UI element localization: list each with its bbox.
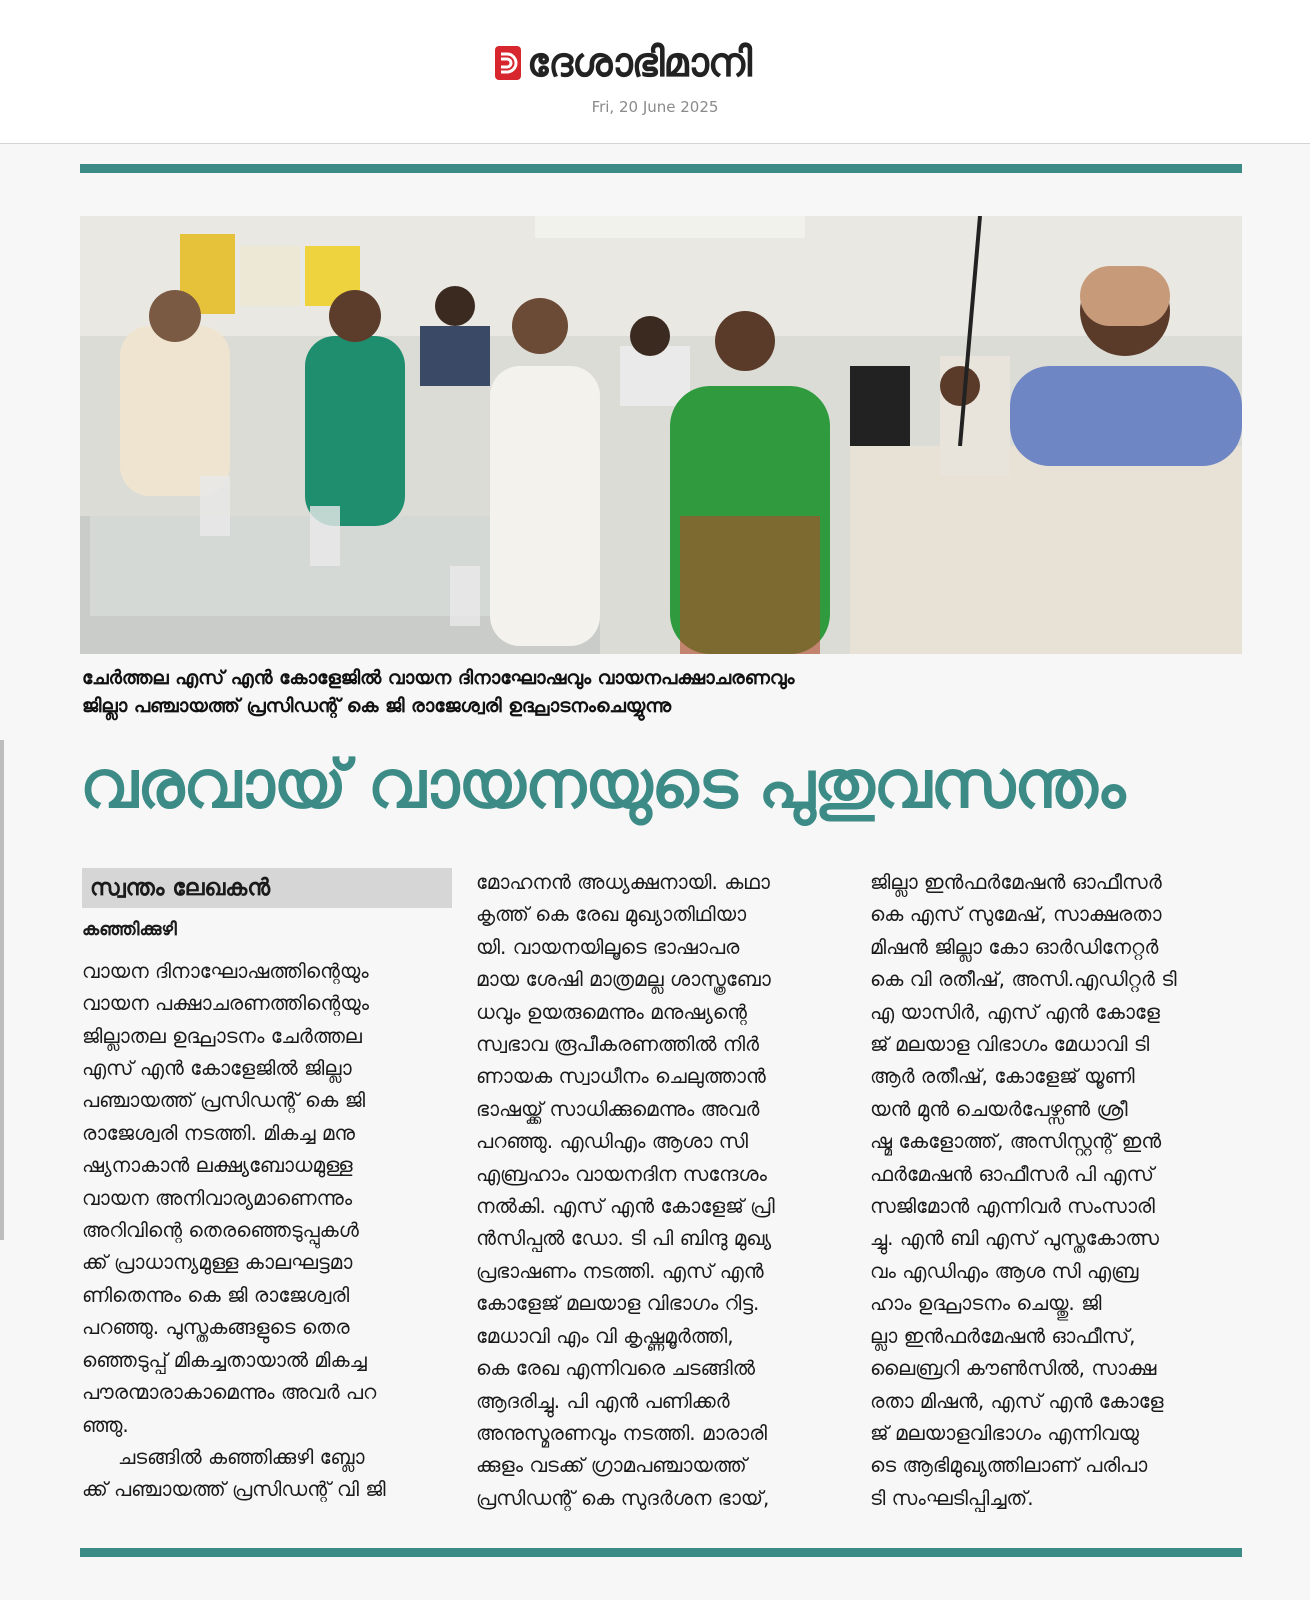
article-text-line: ക്ക് പ്രാധാന്യമുള്ള കാലഘട്ടമാ [82,1250,353,1275]
article-text-line: പറഞ്ഞു. എഡിഎം ആശാ സി [476,1129,748,1154]
article-text-line: എസ് എൻ കോളേജിൽ ജില്ലാ [82,1056,352,1081]
article-text-line: കോളേജ് മലയാള വിഭാഗം റിട്ട. [476,1291,760,1316]
article-column-1 [82,868,452,1506]
photo-caption [82,664,1232,720]
article-text-line: ഭാഷയ്ക്ക് സാധിക്കുമെന്നും അവർ [476,1096,760,1121]
article-text-line: ടെ ആഭിമുഖ്യത്തിലാണ് പരിപാ [870,1453,1148,1478]
article-text-line: ണായക സ്വാധീനം ചെലുത്താൻ [476,1064,766,1089]
article-text-line: ച്ചു. എൻ ബി എസ് പുസ്തകോത്സ [870,1226,1159,1251]
article-text-line: ക്കുളം വടക്ക് ഗ്രാമപഞ്ചായത്ത് [476,1453,747,1478]
article-photo[interactable] [80,216,1242,654]
article-text-line: ജ് മലയാളവിഭാഗം എന്നിവയു [870,1420,1139,1445]
article-text-line: മിഷൻ ജില്ലാ കോ ഓർഡിനേറ്റർ [870,934,1159,959]
article-text-line: വായന പക്ഷാചരണത്തിന്റെയും [82,991,370,1016]
article-text-line: കെ വി രതീഷ്, അസി.എഡിറ്റർ ടി [870,967,1177,992]
article-column-3 [870,866,1240,1514]
paragraph [82,955,452,1441]
masthead [0,0,1310,144]
article-text-line: കെ എസ് സുമേഷ്, സാക്ഷരതാ [870,902,1162,927]
article-text-line: അറിവിന്റെ തെരഞ്ഞെടുപ്പുകൾ [82,1218,359,1243]
article-text-line: പൗരന്മാരാകാമെന്നും അവർ പറ [82,1380,377,1405]
article-text-line: വായന അനിവാര്യമാണെന്നും [82,1185,353,1210]
article-column-2 [476,866,846,1514]
article-text-line: ണിതെന്നും കെ ജി രാജേശ്വരി [82,1282,350,1307]
article-text-line: ഞ്ഞു. [82,1412,129,1437]
article-text-line: ജില്ലാതല ഉദ്ഘാടനം ചേർത്തല [82,1023,362,1048]
article-text-line: ഞ്ഞെടുപ്പ് മികച്ചതായാൽ മികച്ച [82,1347,367,1372]
article-text-line: യി. വായനയിലൂടെ ഭാഷാപര [476,934,740,959]
headline: വരവായ് വായനയുടെ പുതുവസന്തം [80,746,1125,823]
bottom-rule [80,1548,1242,1557]
article-text-line: പറഞ്ഞു. പുസ്തകങ്ങളുടെ തെര [82,1315,350,1340]
article-text-line: പ്രഭാഷണം നടത്തി. എസ് എൻ [476,1258,764,1283]
byline: സ്വന്തം ലേഖകൻ [82,868,452,908]
caption-line: ചേർത്തല എസ് എൻ കോളേജിൽ വായന ദിനാഘോഷവും വായനപക്ഷാചരണവും [82,667,795,689]
logo-icon [495,44,521,82]
article-text-line: ഷ്മ കേളോത്ത്, അസിസ്റ്റന്റ് ഇൻ [870,1129,1162,1154]
adjacent-page-edge [0,740,4,1240]
article-text-line: ലൈബ്രറി കൗൺസിൽ, സാക്ഷ [870,1356,1157,1381]
article-text-line: അനുസ്മരണവും നടത്തി. മാരാരി [476,1420,767,1445]
paragraph [82,1441,452,1506]
article-text-line: നൽകി. എസ് എൻ കോളേജ് പ്രി [476,1194,775,1219]
article-text-line: ചടങ്ങിൽ കഞ്ഞിക്കുഴി ബ്ലോ [118,1444,365,1469]
article-text-line: ആർ രതീഷ്, കോളേജ് യൂണി [870,1064,1135,1089]
article-text-line: മായ ശേഷി മാത്രമല്ല ശാസ്ത്രബോ [476,967,771,992]
article-text-line: പ്രസിഡന്റ് കെ സുദർശന ഭായ്, [476,1485,770,1510]
article-text-line: ജ് മലയാള വിഭാഗം മേധാവി ടി [870,1032,1150,1057]
article-text-line: വായന ദിനാഘോഷത്തിന്റെയും [82,958,369,983]
article-text-line: ജില്ലാ ഇൻഫർമേഷൻ ഓഫീസർ [870,870,1162,894]
article-text-line: എ യാസിർ, എസ് എൻ കോളേ [870,999,1160,1024]
article-text-line: ൻസിപ്പൽ ഡോ. ടി പി ബിന്ദു മുഖ്യ [476,1226,772,1251]
article-text-line: രതാ മിഷൻ, എസ് എൻ കോളേ [870,1388,1164,1413]
article-text-line: രാജേശ്വരി നടത്തി. മികച്ച മനു [82,1120,355,1145]
article-text-line: മോഹനൻ അധ്യക്ഷനായി. കഥാ [476,870,770,894]
article-text-line: ടി സംഘടിപ്പിച്ചത്. [870,1485,1034,1510]
paragraph [476,866,846,1514]
article-text-line: ല്ലാ ഇൻഫർമേഷൻ ഓഫീസ്, [870,1323,1136,1348]
edition-date: Fri, 20 June 2025 [591,98,719,116]
paragraph [870,866,1240,1514]
photo-illustration [80,216,1242,654]
article-text-line: മേധാവി എം വി കൃഷ്ണമൂർത്തി, [476,1323,734,1348]
logo-text: ദേശാഭിമാനി [527,40,752,86]
article-text-line: സ്വഭാവ രൂപീകരണത്തിൽ നിർ [476,1032,760,1057]
article-text-line: ഫർമേഷൻ ഓഫീസർ പി എസ് [870,1161,1154,1186]
dateline-place: കഞ്ഞിക്കുഴി [82,919,177,941]
article-text-line: പഞ്ചായത്ത് പ്രസിഡന്റ് കെ ജി [82,1088,366,1113]
article-text-line: ഹാം ഉദ്ഘാടനം ചെയ്തു. ജി [870,1291,1102,1316]
top-rule [80,164,1242,173]
article-text-line: എബ്രഹാം വായനദിന സന്ദേശം [476,1161,767,1186]
article-text-line: ഷ്യനാകാൻ ലക്ഷ്യബോധമുള്ള [82,1153,353,1178]
article-text-line: ആദരിച്ചു. പി എൻ പണിക്കർ [476,1388,730,1413]
article-text-line: കൃത്ത് കെ രേഖ മുഖ്യാതിഥിയാ [476,902,747,927]
article-text-line: കെ രേഖ എന്നിവരെ ചടങ്ങിൽ [476,1356,756,1381]
caption-line: ജില്ലാ പഞ്ചായത്ത് പ്രസിഡന്റ് കെ ജി രാജേശ്വരി ഉദ്ഘാടനംചെയ്യുന്നു [82,695,672,717]
article-text-line: വം എഡിഎം ആശ സി എബ്ര [870,1258,1139,1283]
article-text-line: സജിമോൻ എന്നിവർ സംസാരി [870,1194,1155,1219]
article-text-line: ക്ക് പഞ്ചായത്ത് പ്രസിഡന്റ് വി ജി [82,1477,386,1502]
logo[interactable] [495,38,751,88]
article-text-line: ധവും ഉയരുമെന്നും മനുഷ്യന്റെ [476,999,747,1024]
article-text-line: യൻ മുൻ ചെയർപേഴ്സൺ ശ്രീ [870,1096,1128,1121]
